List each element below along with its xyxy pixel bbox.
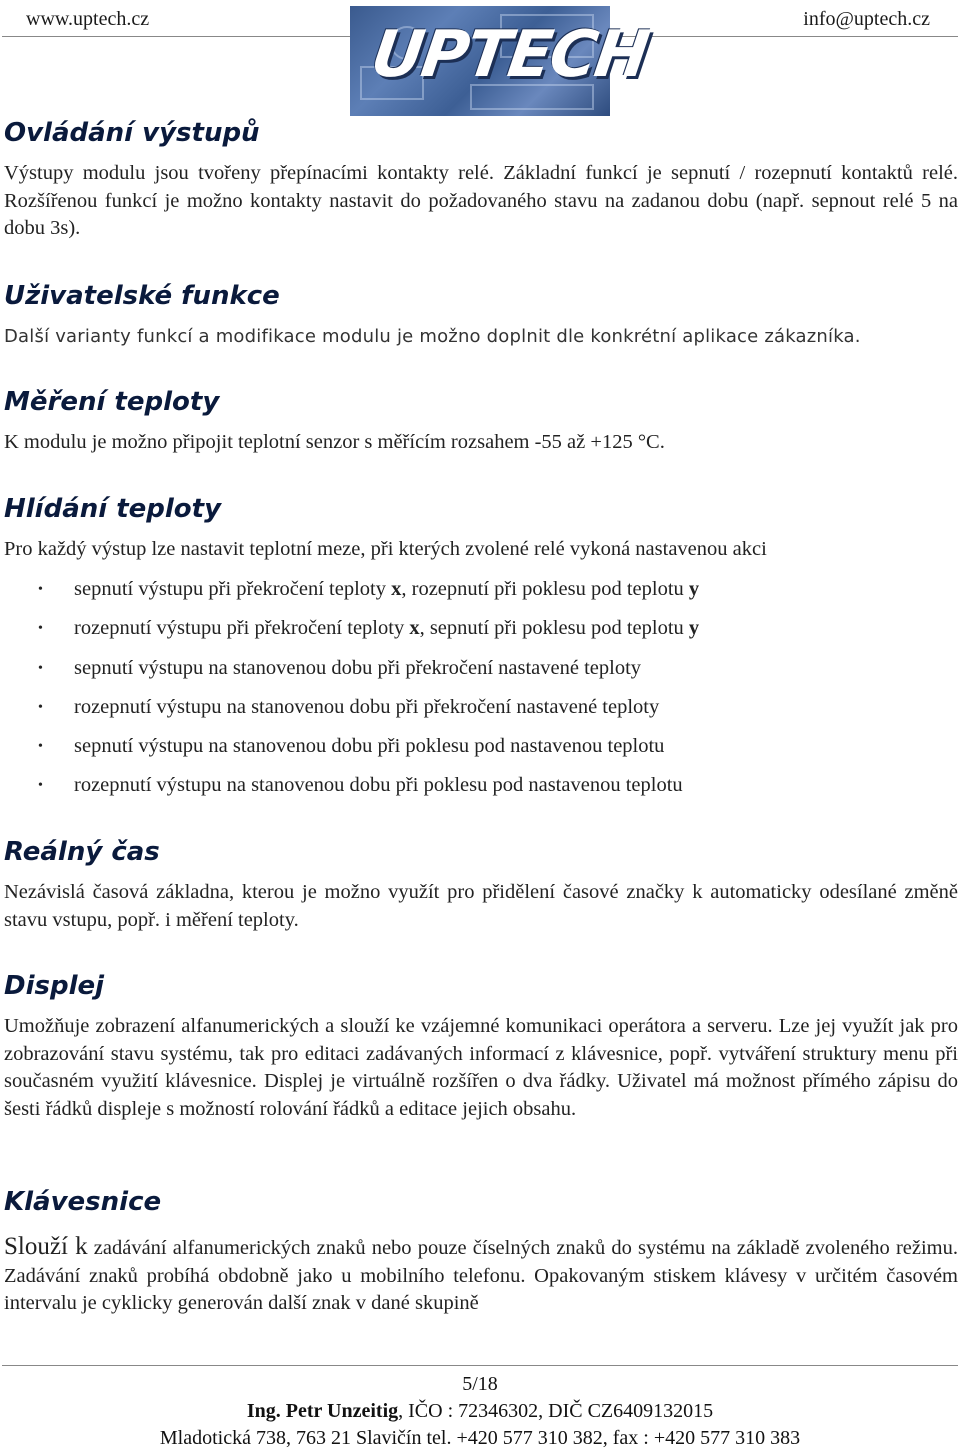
footer-ids: , IČO : 72346302, DIČ CZ6409132015	[398, 1400, 714, 1422]
text-outputs: Výstupy modulu jsou tvořeny přepínacími kontakty relé. Základní funkcí je sepnutí / rozepnutí kontaktů relé. Rozšířenou funkcí je možno kontakty nastavit do požadovaného stavu na zadanou dobu (např. sepnout relé 5 na dobu 3s).	[4, 162, 958, 239]
list-item: • sepnutí výstupu na stanovenou dobu při poklesu pod nastavenou teplotu	[0, 727, 900, 766]
text-keyboard	[4, 1233, 958, 1318]
text-keyboard-body: zadávání alfanumerických znaků nebo pouze číselných znaků do systému na základě zvoleného režimu. Zadávání znaků probíhá obdobně jako u mobilního telefonu. Opakovaným stiskem klávesy v určitém časovém intervalu je cyklicky generován další znak v dané skupině	[4, 1237, 958, 1314]
footer-company	[0, 1398, 960, 1425]
footer-name: Ing. Petr Unzeitig	[246, 1400, 399, 1422]
text-display: Umožňuje zobrazení alfanumerických a slouží ke vzájemné komunikaci operátora a serveru. Lze jej využít jak pro zobrazování stavu systému, tak pro editaci zadávaných informací z klávesnice, popř. vytváření struktury menu při současném využití klávesnice. Displej je virtuálně rozšířen o dva řádky. Uživatel má možnost přímého zápisu do šesti řádků displeje s možností rolování řádků a editace jejich obsahu.	[4, 1015, 958, 1120]
list-item: • rozepnutí výstupu při překročení teploty x, sepnutí při poklesu pod teplotu y	[0, 609, 900, 648]
text-temp-watch: Pro každý výstup lze nastavit teplotní meze, při kterých zvolené relé vykoná nastavenou akci	[4, 538, 767, 560]
footer-address: Mladotická 738, 763 21 Slavičín tel. +420 577 310 382, fax : +420 577 310 383	[159, 1427, 801, 1449]
list-item: • rozepnutí výstupu na stanovenou dobu při poklesu pod nastavenou teplotu	[0, 766, 900, 805]
text-keyboard-lead: Slouží k	[4, 1233, 88, 1260]
site-url[interactable]: www.uptech.cz	[26, 8, 150, 30]
bullet-icon: •	[38, 582, 43, 597]
page-number: 5/18	[462, 1373, 498, 1395]
bullet-icon: •	[38, 660, 43, 676]
heading-keyboard: Klávesnice	[4, 1187, 162, 1217]
list-item: • rozepnutí výstupu na stanovenou dobu při překročení nastavené teploty	[0, 688, 900, 727]
text-real-time: Nezávislá časová základna, kterou je možno využít pro přidělení časové značky k automaticky odesílané změně stavu vstupu, popř. i měření teploty.	[4, 881, 958, 931]
logo-text: UPTECH	[366, 18, 652, 92]
bullet-icon: •	[38, 739, 43, 755]
uptech-logo	[350, 6, 652, 116]
bullet-icon: •	[38, 778, 43, 794]
heading-display: Displej	[4, 971, 105, 1001]
bullet-icon: •	[38, 621, 43, 637]
list-item: • sepnutí výstupu na stanovenou dobu při překročení nastavené teploty	[0, 649, 900, 688]
heading-temp-watch: Hlídání teploty	[4, 494, 222, 524]
bullet-icon: •	[38, 699, 43, 715]
site-email[interactable]: info@uptech.cz	[803, 8, 930, 30]
heading-temp-measure: Měření teploty	[4, 387, 220, 417]
text-temp-measure: K modulu je možno připojit teplotní senzor s měřícím rozsahem -55 až +125 °C.	[4, 431, 665, 453]
bullet-list	[0, 570, 900, 806]
text-user-functions: Další varianty funkcí a modifikace modulu je možno doplnit dle konkrétní aplikace zákazníka.	[4, 326, 861, 347]
heading-outputs: Ovládání výstupů	[4, 118, 260, 148]
list-item: • sepnutí výstupu při překročení teploty x, rozepnutí při poklesu pod teplotu y	[0, 570, 900, 609]
footer-divider	[2, 1365, 958, 1366]
heading-real-time: Reálný čas	[4, 837, 160, 867]
heading-user-functions: Uživatelské funkce	[4, 281, 280, 311]
